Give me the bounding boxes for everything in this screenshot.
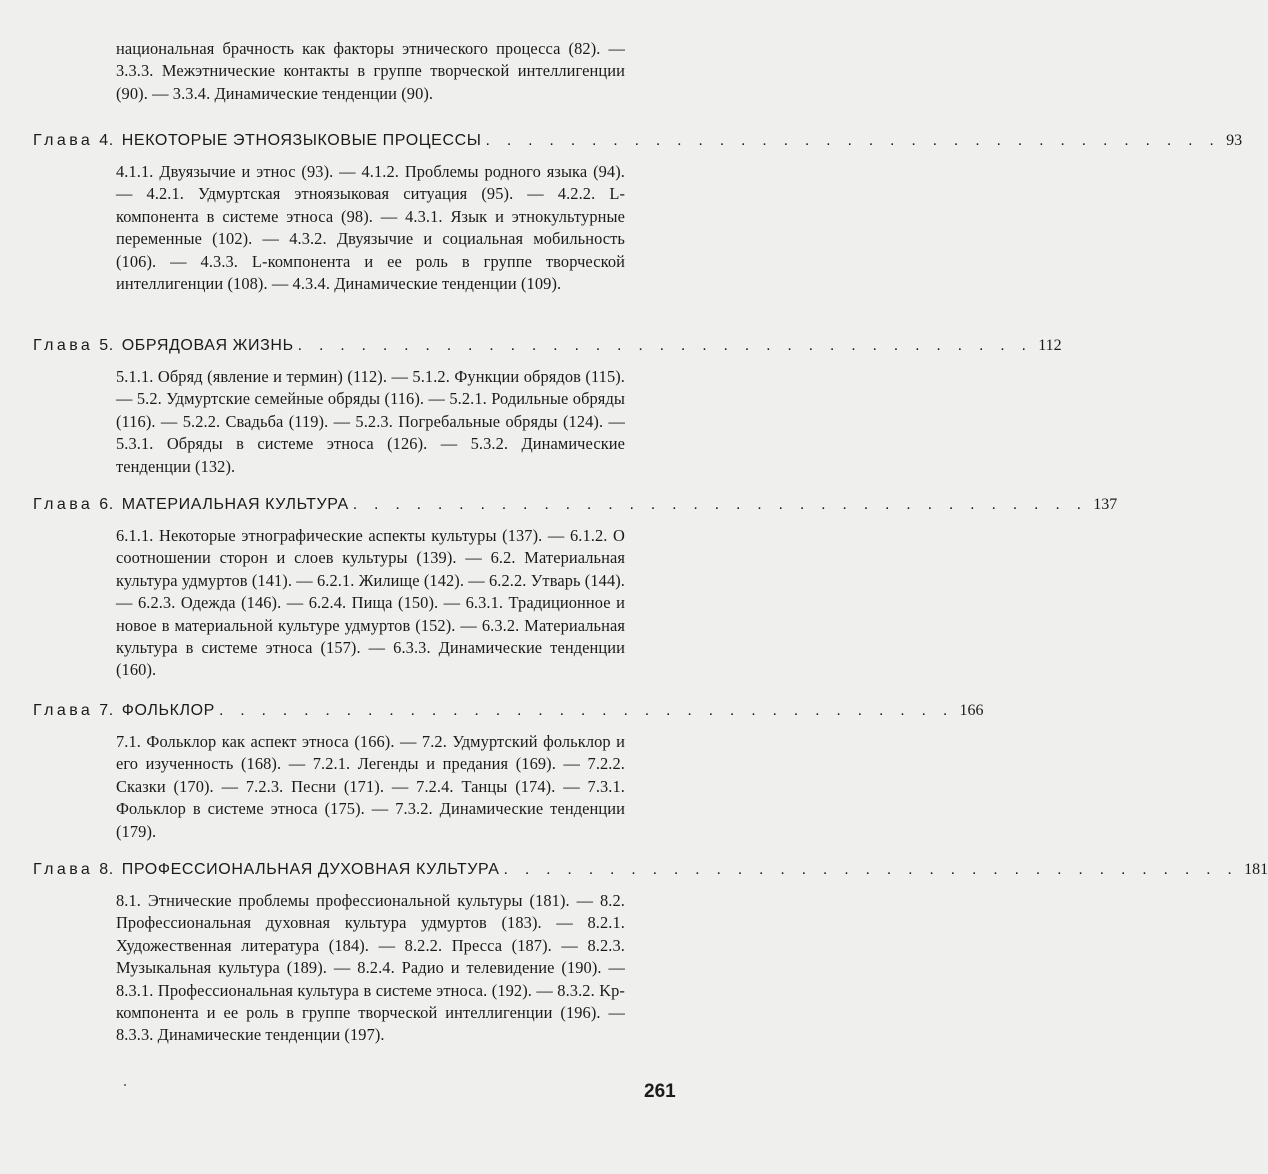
chapter-page-number: 137 <box>1093 496 1118 513</box>
chapter-number: 8. <box>99 861 114 878</box>
chapter-number: 7. <box>99 702 114 719</box>
leader-dots: . . . . . . . . . . . . . . . . . . . . . . . . . . . . . . . . . . . <box>485 132 1221 149</box>
chapter-number: 5. <box>99 337 114 354</box>
chapter-title: НЕКОТОРЫЕ ЭТНОЯЗЫКОВЫЕ ПРОЦЕССЫ <box>121 132 482 149</box>
chapter-title: ФОЛЬКЛОР <box>121 702 215 719</box>
chapter-contents-7: 7.1. Фольклор как аспект этноса (166). — 7.2. Удмуртский фольклор и его изученность (168). — 7.2.1. Легенды и предания (169). — 7.2.2. Сказки (170). — 7.2.3. Песни (171). — 7.2.4. Танцы (174). — 7.3.1. Фольклор в системе этноса (175). — 7.3.2. Динамические тенденции (179). <box>116 732 625 841</box>
chapter-contents-5: 5.1.1. Обряд (явление и термин) (112). — 5.1.2. Функции обрядов (115). — 5.2. Удмуртские семейные обряды (116). — 5.2.1. Родильные обряды (116). — 5.2.2. Свадьба (119). — 5.2.3. Погребальные обряды (124). — 5.3.1. Обряды в системе этноса (126). — 5.3.2. Динамические тенденции (132). <box>116 367 625 476</box>
chapter-contents-6: 6.1.1. Некоторые этнографические аспекты культуры (137). — 6.1.2. О соотношении сторон и слоев культуры (139). — 6.2. Материальная культура удмуртов (141). — 6.2.1. Жилище (142). — 6.2.2. Утварь (144). — 6.2.3. Одежда (146). — 6.2.4. Пища (150). — 6.3.1. Традиционное и новое в материальной культуре удмуртов (152). — 6.3.2. Материальная культура в системе этноса (157). — 6.3.3. Динамические тенденции (160). <box>116 526 625 680</box>
chapter-number: 6. <box>99 496 114 513</box>
page-number: 261 <box>644 1081 676 1102</box>
leader-dots: . . . . . . . . . . . . . . . . . . . . . . . . . . . . . . . . . . . <box>297 337 1033 354</box>
chapter-title: ПРОФЕССИОНАЛЬНАЯ ДУХОВНАЯ КУЛЬТУРА <box>121 861 500 878</box>
chapter-label: Глава <box>33 861 94 878</box>
chapter-page-number: 93 <box>1226 132 1243 149</box>
chapter-heading-6 <box>33 496 1118 520</box>
chapter-heading-4 <box>33 132 1243 156</box>
chapter-label: Глава <box>33 337 94 354</box>
leader-dots: . . . . . . . . . . . . . . . . . . . . . . . . . . . . . . . . . . . <box>503 861 1239 878</box>
print-speck <box>124 1084 126 1086</box>
chapter-page-number: 166 <box>959 702 984 719</box>
chapter-contents-4: 4.1.1. Двуязычие и этнос (93). — 4.1.2. Проблемы родного языка (94). — 4.2.1. Удмуртская этноязыковая ситуация (95). — 4.2.2. L-компонента в системе этноса (98). — 4.3.1. Язык и этнокультурные переменные (102). — 4.3.2. Двуязычие и социальная мобильность (106). — 4.3.3. L-компонента и ее роль в группе творческой интеллигенции (108). — 4.3.4. Динамические тенденции (109). <box>116 162 625 294</box>
chapter-number: 4. <box>99 132 114 149</box>
chapter-label: Глава <box>33 496 94 513</box>
chapter-contents-8: 8.1. Этнические проблемы профессиональной культуры (181). — 8.2. Профессиональная духовная культура удмуртов (183). — 8.2.1. Художественная литература (184). — 8.2.2. Пресса (187). — 8.2.3. Музыкальная культура (189). — 8.2.4. Радио и телевидение (190). — 8.3.1. Профессиональная культура в системе этноса. (192). — 8.3.2. Kp-компонента и ее роль в группе творческой интеллигенции (196). — 8.3.3. Динамические тенденции (197). <box>116 891 625 1045</box>
chapter-title: МАТЕРИАЛЬНАЯ КУЛЬТУРА <box>121 496 349 513</box>
leader-dots: . . . . . . . . . . . . . . . . . . . . . . . . . . . . . . . . . . . <box>352 496 1088 513</box>
chapter-page-number: 181 <box>1244 861 1268 878</box>
chapter-label: Глава <box>33 702 94 719</box>
chapter-heading-5 <box>33 337 1062 361</box>
chapter-heading-7 <box>33 702 984 726</box>
chapter-label: Глава <box>33 132 94 149</box>
chapter-heading-8 <box>33 861 1268 885</box>
chapter-page-number: 112 <box>1038 337 1062 354</box>
intro-paragraph: национальная брачность как факторы этнического процесса (82). — 3.3.3. Межэтнические контакты в группе творческой интеллигенции (90). — 3.3.4. Динамические тенденции (90). <box>116 39 625 103</box>
leader-dots: . . . . . . . . . . . . . . . . . . . . . . . . . . . . . . . . . . . <box>218 702 954 719</box>
chapter-title: ОБРЯДОВАЯ ЖИЗНЬ <box>121 337 294 354</box>
